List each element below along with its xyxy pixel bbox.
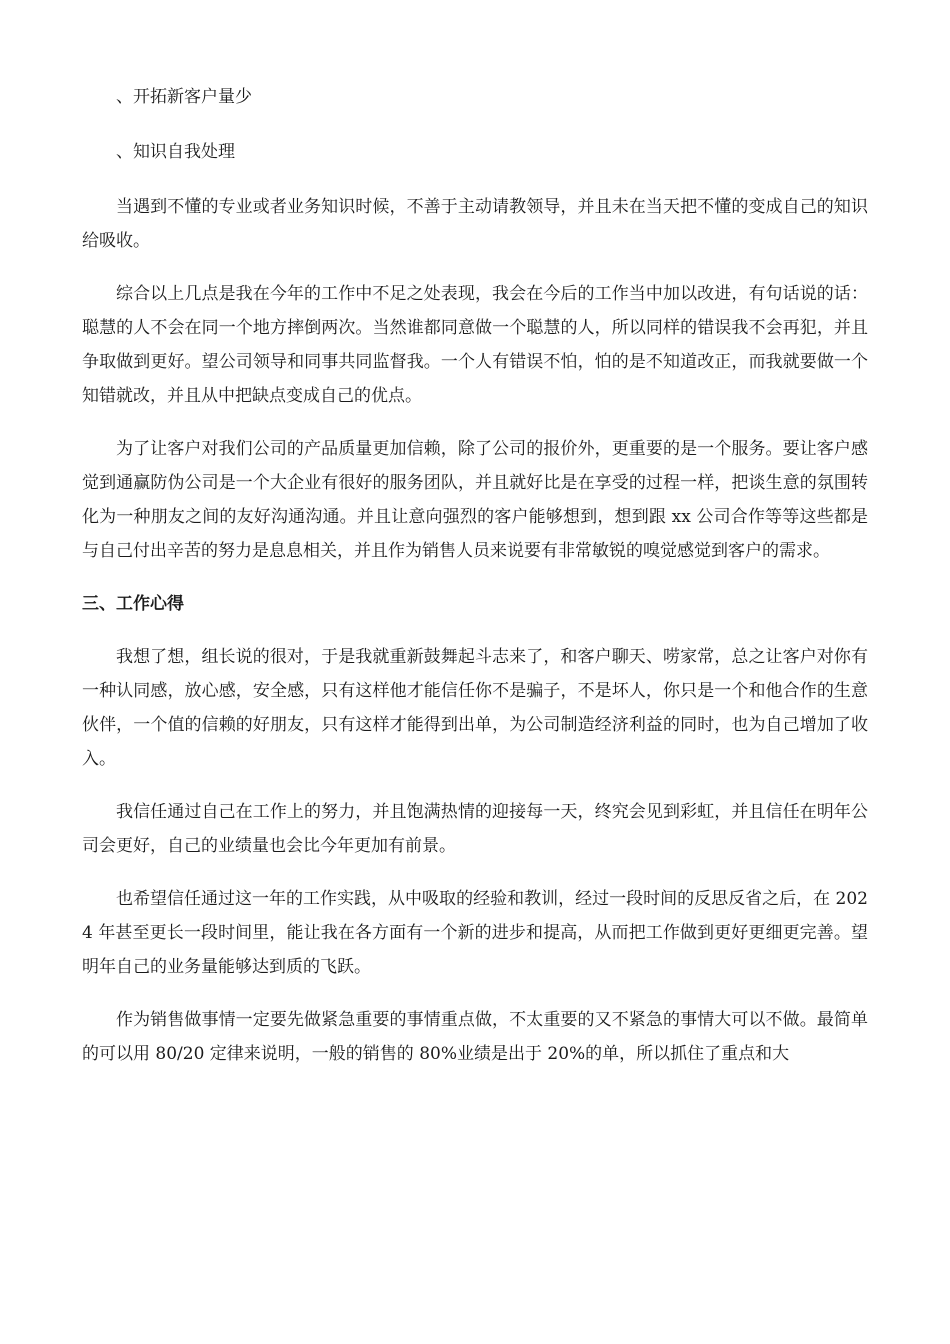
document-page	[82, 80, 868, 1090]
list-item-knowledge: 、知识自我处理	[116, 142, 235, 162]
paragraph-priorities: 作为销售做事情一定要先做紧急重要的事情重点做，不太重要的又不紧急的事情大可以不做。最简单的可以用 80/20 定律来说明，一般的销售的 80%业绩是出于 20%的单，所以抓住了重点和大	[82, 1010, 868, 1064]
paragraph-hope-progress: 也希望信任通过这一年的工作实践，从中吸取的经验和教训，经过一段时间的反思反省之后，在 2024 年甚至更长一段时间里，能让我在各方面有一个新的进步和提高，从而把工作做到更好更细更完善。望明年自己的业务量能够达到质的飞跃。	[82, 889, 868, 977]
paragraph-trust-effort: 我信任通过自己在工作上的努力，并且饱满热情的迎接每一天，终究会见到彩虹，并且信任在明年公司会更好，自己的业绩量也会比今年更加有前景。	[82, 802, 868, 856]
paragraph-team-leader: 我想了想，组长说的很对，于是我就重新鼓舞起斗志来了，和客户聊天、唠家常，总之让客户对你有一种认同感，放心感，安全感，只有这样他才能信任你不是骗子，不是坏人，你只是一个和他合作的生意伙伴，一个值的信赖的好朋友，只有这样才能得到出单，为公司制造经济利益的同时，也为自己增加了收入。	[82, 647, 868, 769]
section-heading-work-insights: 三、工作心得	[82, 594, 184, 614]
list-item-new-customers: 、开拓新客户量少	[116, 87, 252, 107]
paragraph-summary-shortcomings: 综合以上几点是我在今年的工作中不足之处表现，我会在今后的工作当中加以改进，有句话说的话：聪慧的人不会在同一个地方摔倒两次。当然谁都同意做一个聪慧的人，所以同样的错误我不会再犯，并且争取做到更好。望公司领导和同事共同监督我。一个人有错误不怕，怕的是不知道改正，而我就要做一个知错就改，并且从中把缺点变成自己的优点。	[82, 284, 868, 406]
paragraph-customer-service: 为了让客户对我们公司的产品质量更加信赖，除了公司的报价外，更重要的是一个服务。要让客户感觉到通赢防伪公司是一个大企业有很好的服务团队，并且就好比是在享受的过程一样，把谈生意的氛围转化为一种朋友之间的友好沟通沟通。并且让意向强烈的客户能够想到，想到跟 xx 公司合作等等这些都是与自己付出辛苦的努力是息息相关，并且作为销售人员来说要有非常敏锐的嗅觉感觉到客户的需求。	[82, 439, 868, 561]
paragraph-knowledge-absorb: 当遇到不懂的专业或者业务知识时候，不善于主动请教领导，并且未在当天把不懂的变成自己的知识给吸收。	[82, 197, 868, 251]
